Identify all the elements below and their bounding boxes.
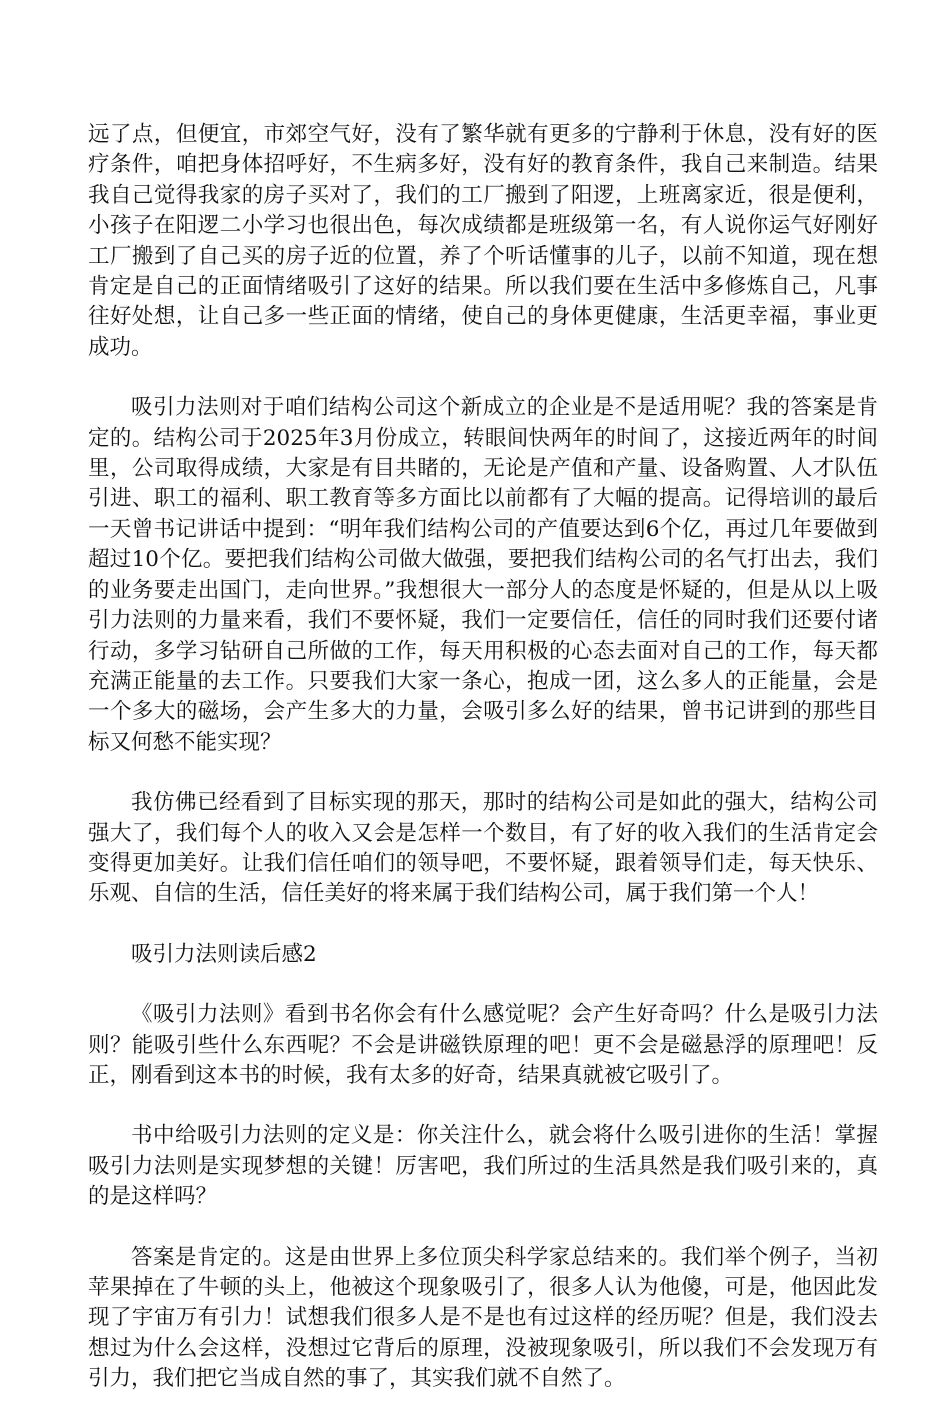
paragraph-1: 远了点，但便宜，市郊空气好，没有了繁华就有更多的宁静利于休息，没有好的医疗条件，咱把身体招呼好，不生病多好，没有好的教育条件，我自己来制造。结果我自己觉得我家的房子买对了，我们的工厂搬到了阳逻，上班离家近，很是便利，小孩子在阳逻二小学习也很出色，每次成绩都是班级第一名，有人说你运气好刚好工厂搬到了自己买的房子近的位置，养了个听话懂事的儿子，以前不知道，现在想肯定是自己的正面情绪吸引了这好的结果。所以我们要在生活中多修炼自己，凡事往好处想，让自己多一些正面的情绪，使自己的身体更健康，生活更幸福，事业更成功。 <box>88 122 878 360</box>
paragraph-4: 《吸引力法则》看到书名你会有什么感觉呢？会产生好奇吗？什么是吸引力法则？能吸引些什么东西呢？不会是讲磁铁原理的吧！更不会是磁悬浮的原理吧！反正，刚看到这本书的时候，我有太多的好奇，结果真就被它吸引了。 <box>88 1002 878 1088</box>
paragraph-3: 我仿佛已经看到了目标实现的那天，那时的结构公司是如此的强大，结构公司强大了，我们每个人的收入又会是怎样一个数目，有了好的收入我们的生活肯定会变得更加美好。让我们信任咱们的领导吧，不要怀疑，跟着领导们走，每天快乐、乐观、自信的生活，信任美好的将来属于我们结构公司，属于我们第一个人！ <box>88 790 878 907</box>
paragraph-2: 吸引力法则对于咱们结构公司这个新成立的企业是不是适用呢？我的答案是肯定的。结构公司于2025年3月份成立，转眼间快两年的时间了，这接近两年的时间里，公司取得成绩，大家是有目共睹的，无论是产值和产量、设备购置、人才队伍引进、职工的福利、职工教育等多方面比以前都有了大幅的提高。记得培训的最后一天曾书记讲话中提到：“明年我们结构公司的产值要达到6个亿，再过几年要做到超过10个亿。要把我们结构公司做大做强，要把我们结构公司的名气打出去，我们的业务要走出国门，走向世界。”我想很大一部分人的态度是怀疑的，但是从以上吸引力法则的力量来看，我们不要怀疑，我们一定要信任，信任的同时我们还要付诸行动，多学习钻研自己所做的工作，每天用积极的心态去面对自己的工作，每天都充满正能量的去工作。只要我们大家一条心，抱成一团，这么多人的正能量，会是一个多大的磁场，会产生多大的力量，会吸引多么好的结果，曾书记讲到的那些目标又何愁不能实现？ <box>88 395 878 755</box>
paragraph-5: 书中给吸引力法则的定义是：你关注什么，就会将什么吸引进你的生活！掌握吸引力法则是实现梦想的关键！厉害吧，我们所过的生活具然是我们吸引来的，真的是这样吗？ <box>88 1123 878 1210</box>
paragraph-6: 答案是肯定的。这是由世界上多位顶尖科学家总结来的。我们举个例子，当初苹果掉在了牛顿的头上，他被这个现象吸引了，很多人认为他傻，可是，他因此发现了宇宙万有引力！试想我们很多人是不是也有过这样的经历呢？但是，我们没去想过为什么会这样，没想过它背后的原理，没被现象吸引，所以我们不会发现万有引力，我们把它当成自然的事了，其实我们就不自然了。 <box>88 1244 878 1392</box>
section-heading: 吸引力法则读后感2 <box>131 941 317 967</box>
document-page <box>88 120 878 1425</box>
